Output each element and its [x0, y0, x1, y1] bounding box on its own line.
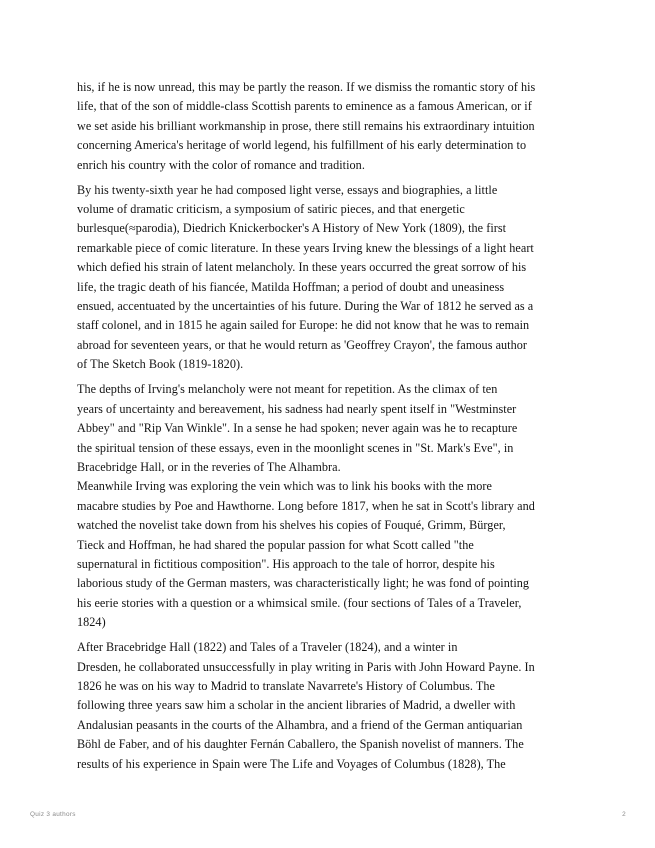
- text-line: his, if he is now unread, this may be partly the reason. If we dismiss the romantic story of his: [77, 80, 536, 94]
- footer-document-title: Quiz 3 authors: [30, 811, 76, 818]
- text-line: Abbey" and "Rip Van Winkle". In a sense he had spoken; never again was he to recapture: [77, 421, 518, 436]
- text-line: enrich his country with the color of romance and tradition.: [77, 157, 365, 172]
- text-line: volume of dramatic criticism, a symposium of satiric pieces, and that energetic: [77, 202, 465, 217]
- text-line: Böhl de Faber, and of his daughter Fernán Caballero, the Spanish novelist of manners. The: [77, 737, 524, 752]
- footer-page-number: 2: [622, 811, 626, 818]
- paragraph: [77, 380, 557, 477]
- text-line: ensued, accentuated by the uncertainties of his future. During the War of 1812 he served as a: [77, 299, 534, 314]
- text-line: the spiritual tension of these essays, even in the moonlight scenes in "St. Mark's Eve", in: [77, 440, 514, 455]
- text-line: abroad for seventeen years, or that he would return as 'Geoffrey Crayon', the famous author: [77, 337, 528, 352]
- body-text: [77, 78, 557, 780]
- text-line: laborious study of the German masters, was characteristically light; he was fond of pointing: [77, 576, 530, 591]
- paragraph: [77, 638, 557, 774]
- text-line: By his twenty-sixth year he had composed light verse, essays and biographies, a little: [77, 182, 498, 197]
- text-line: 1824): [77, 615, 106, 630]
- text-line: The depths of Irving's melancholy were not meant for repetition. As the climax of ten: [77, 382, 498, 397]
- paragraph: [77, 477, 557, 632]
- paragraph: [77, 78, 557, 175]
- text-line: of The Sketch Book (1819-1820).: [77, 357, 244, 372]
- text-line: remarkable piece of comic literature. In these years Irving knew the blessings of a light heart: [77, 240, 534, 255]
- text-line: following three years saw him a scholar in the ancient libraries of Madrid, a dweller with: [77, 698, 516, 713]
- text-line: we set aside his brilliant workmanship in prose, there still remains his extraordinary intuition: [77, 118, 535, 133]
- text-line: concerning America's heritage of world legend, his fulfillment of his early determination to: [77, 138, 527, 153]
- text-line: supernatural in fictitious composition". His approach to the tale of horror, despite his: [77, 556, 495, 571]
- text-line: life, the tragic death of his fiancée, Matilda Hoffman; a period of doubt and uneasiness: [77, 279, 505, 294]
- text-line: which defied his strain of latent melancholy. In these years occurred the great sorrow of his: [77, 260, 527, 275]
- text-line: Dresden, he collaborated unsuccessfully in play writing in Paris with John Howard Payne. In: [77, 659, 535, 674]
- text-line: After Bracebridge Hall (1822) and Tales of a Traveler (1824), and a winter in: [77, 640, 458, 655]
- text-line: staff colonel, and in 1815 he again sailed for Europe: he did not know that he was to remain: [77, 318, 530, 333]
- text-line: Andalusian peasants in the courts of the Alhambra, and a friend of the German antiquarian: [77, 717, 523, 732]
- text-line: burlesque(≈parodia), Diedrich Knickerbocker's A History of New York (1809), the first: [77, 221, 507, 236]
- text-line: Bracebridge Hall, or in the reveries of The Alhambra.: [77, 459, 341, 474]
- text-line: life, that of the son of middle-class Scottish parents to eminence as a famous American, or if: [77, 99, 532, 114]
- text-line: results of his experience in Spain were The Life and Voyages of Columbus (1828), The: [77, 756, 506, 771]
- text-line: years of uncertainty and bereavement, his sadness had nearly spent itself in "Westminster: [77, 401, 517, 416]
- text-line: macabre studies by Poe and Hawthorne. Long before 1817, when he sat in Scott's library and: [77, 498, 535, 513]
- text-line: watched the novelist take down from his shelves his copies of Fouqué, Grimm, Bürger,: [77, 518, 506, 533]
- paragraph: [77, 181, 557, 375]
- text-line: his eerie stories with a question or a whimsical smile. (four sections of Tales of a Traveler,: [77, 595, 522, 610]
- text-line: 1826 he was on his way to Madrid to translate Navarrete's History of Columbus. The: [77, 678, 495, 693]
- text-line: Meanwhile Irving was exploring the vein which was to link his books with the more: [77, 479, 492, 494]
- text-line: Tieck and Hoffman, he had shared the popular passion for what Scott called "the: [77, 537, 474, 552]
